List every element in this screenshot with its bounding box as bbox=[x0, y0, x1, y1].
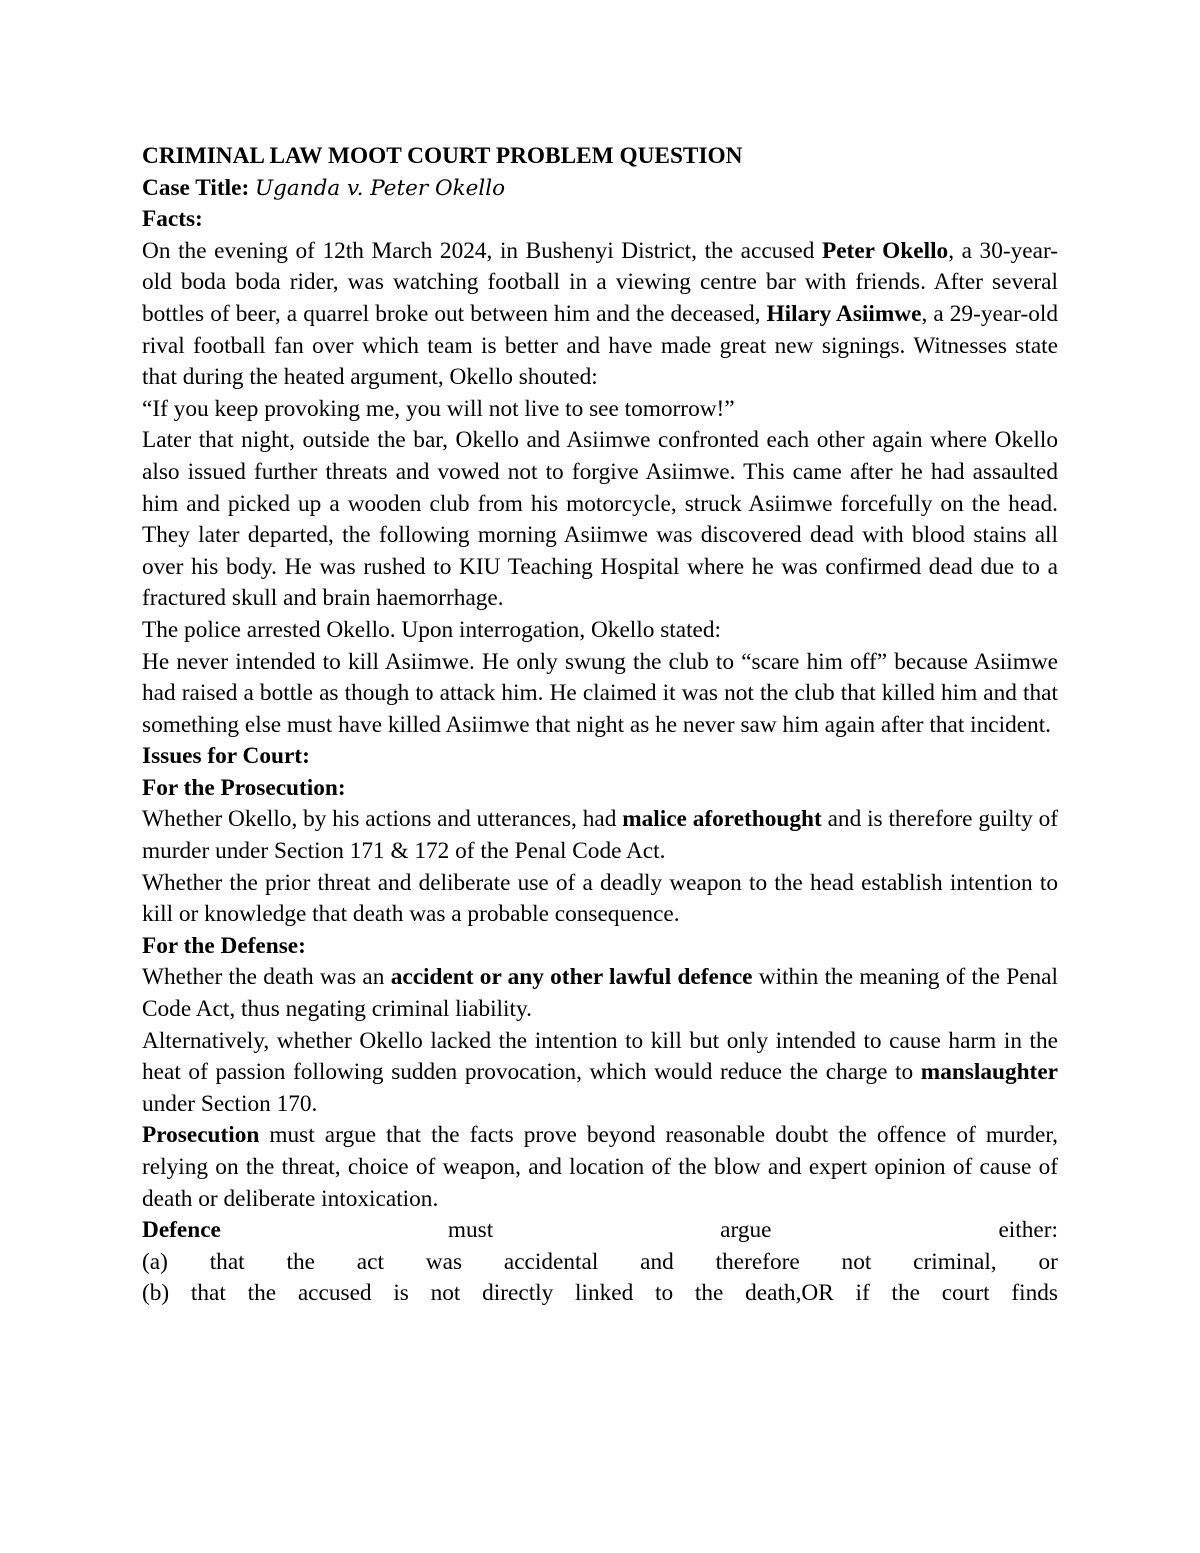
option-b-word: linked bbox=[575, 1280, 634, 1307]
defence-line-word: either: bbox=[998, 1217, 1058, 1244]
defence-line-word: must bbox=[447, 1217, 494, 1244]
option-a-word: and bbox=[640, 1248, 674, 1275]
facts-paragraph-3: The police arrested Okello. Upon interrogation, Okello stated: bbox=[142, 616, 722, 643]
option-a-word: therefore bbox=[715, 1248, 800, 1275]
prosecution-label: Prosecution bbox=[142, 1122, 260, 1149]
pros-issue1-text-a: Whether Okello, by his actions and utterances, had bbox=[142, 806, 623, 833]
option-b-word: accused bbox=[297, 1280, 372, 1307]
threat-quote: “If you keep provoking me, you will not live to see tomorrow!” bbox=[142, 395, 735, 422]
option-b-word: finds bbox=[1011, 1280, 1058, 1307]
facts-p1-text-e: , a 29-year-old rival football fan over which team is better and have made great new signings. Witnesses state that during the heated argument, Okello shouted: bbox=[142, 300, 1058, 391]
option-a-word: criminal, bbox=[913, 1248, 997, 1275]
option-a-word: was bbox=[425, 1248, 463, 1275]
option-a-word: or bbox=[1038, 1248, 1058, 1275]
option-b-word: that bbox=[190, 1280, 226, 1307]
facts-p1-text-c: , a 30-year-old boda boda rider, was watching football in a viewing centre bar with friends. After several bottles of beer, a quarrel broke out between him and the deceased, bbox=[142, 237, 1058, 327]
option-b-word: (b) bbox=[142, 1280, 170, 1307]
option-a-line bbox=[142, 1247, 1058, 1279]
option-a-word: not bbox=[841, 1248, 872, 1275]
option-b-word: death,OR bbox=[745, 1280, 834, 1307]
accident-defence: accident or any other lawful defence bbox=[390, 964, 753, 991]
document-title: CRIMINAL LAW MOOT COURT PROBLEM QUESTION bbox=[142, 143, 743, 169]
option-b-word: to bbox=[655, 1280, 674, 1307]
facts-p1-text-a: On the evening of 12th March 2024, in Bushenyi District, the accused bbox=[142, 237, 822, 264]
facts-paragraph-4: He never intended to kill Asiimwe. He only swung the club to “scare him off” because Asiimwe had raised a bottle as though to attack him. He claimed it was not the club that killed him and that something else must have killed Asiimwe that night as he never saw him again after that incident. bbox=[142, 648, 1058, 738]
malice-aforethought: malice aforethought bbox=[622, 806, 822, 833]
prosecution-heading: For the Prosecution: bbox=[142, 774, 346, 801]
defence-word: Defence bbox=[142, 1217, 221, 1244]
defense-issue-1 bbox=[142, 962, 1058, 1025]
option-a-word: act bbox=[356, 1248, 384, 1275]
option-a-word: that bbox=[209, 1248, 245, 1275]
option-b-word: the bbox=[694, 1280, 724, 1307]
defence-line bbox=[142, 1215, 1058, 1247]
prosecution-issue-1 bbox=[142, 804, 1058, 867]
def-issue2-text-c: under Section 170. bbox=[142, 1090, 318, 1117]
document-page bbox=[142, 141, 1058, 1310]
def-issue1-text-a: Whether the death was an bbox=[142, 964, 391, 991]
option-b-word: court bbox=[941, 1280, 990, 1307]
pros-issue1-text-c: and is therefore guilty of murder under Section 171 & 172 of the Penal Code Act. bbox=[142, 806, 1058, 865]
facts-heading: Facts: bbox=[142, 206, 203, 233]
option-b-word: if bbox=[855, 1280, 870, 1307]
defense-issue-2 bbox=[142, 1026, 1058, 1121]
option-b-word: is bbox=[393, 1280, 409, 1307]
def-issue2-text-a: Alternatively, whether Okello lacked the intention to kill but only intended to cause harm in the heat of passion following sudden provocation, which would reduce the charge to bbox=[142, 1027, 1058, 1086]
option-a-word: accidental bbox=[503, 1248, 599, 1275]
issues-heading: Issues for Court: bbox=[142, 743, 310, 770]
defense-heading: For the Defense: bbox=[142, 932, 306, 959]
option-a-word: the bbox=[286, 1248, 315, 1275]
case-title bbox=[142, 173, 1058, 205]
case-title-label: Case Title: bbox=[142, 174, 250, 201]
prosecution-issue-2: Whether the prior threat and deliberate use of a deadly weapon to the head establish intention to kill or knowledge that death was a probable consequence. bbox=[142, 869, 1058, 928]
option-b-word: the bbox=[247, 1280, 277, 1307]
option-b-word: not bbox=[430, 1280, 461, 1307]
case-title-value: Uganda v. Peter Okello bbox=[255, 175, 506, 201]
defence-line-word: argue bbox=[720, 1217, 772, 1244]
facts-paragraph-2: Later that night, outside the bar, Okello and Asiimwe confronted each other again where Okello also issued further threats and vowed not to forgive Asiimwe. This came after he had assaulted him and picked up a wooden club from his motorcycle, struck Asiimwe forcefully on the head. They later departed, the following morning Asiimwe was discovered dead with blood stains all over his body. He was rushed to KIU Teaching Hospital where he was confirmed dead due to a fractured skull and brain haemorrhage. bbox=[142, 427, 1058, 612]
facts-paragraph-1 bbox=[142, 236, 1058, 394]
option-b-word: the bbox=[891, 1280, 920, 1307]
accused-name: Peter Okello bbox=[821, 237, 949, 264]
option-b-line bbox=[142, 1278, 1058, 1310]
manslaughter: manslaughter bbox=[920, 1059, 1058, 1086]
def-issue1-text-c: within the meaning of the Penal Code Act, thus negating criminal liability. bbox=[142, 964, 1058, 1023]
prosecution-argument bbox=[142, 1120, 1058, 1215]
deceased-name: Hilary Asiimwe bbox=[766, 300, 922, 327]
option-a-word: (a) bbox=[142, 1248, 168, 1275]
option-b-word: directly bbox=[482, 1280, 554, 1307]
prosecution-argument-text: must argue that the facts prove beyond reasonable doubt the offence of murder, relying on the threat, choice of weapon, and location of the blow and expert opinion of cause of death or deliberate intoxication. bbox=[142, 1122, 1058, 1212]
